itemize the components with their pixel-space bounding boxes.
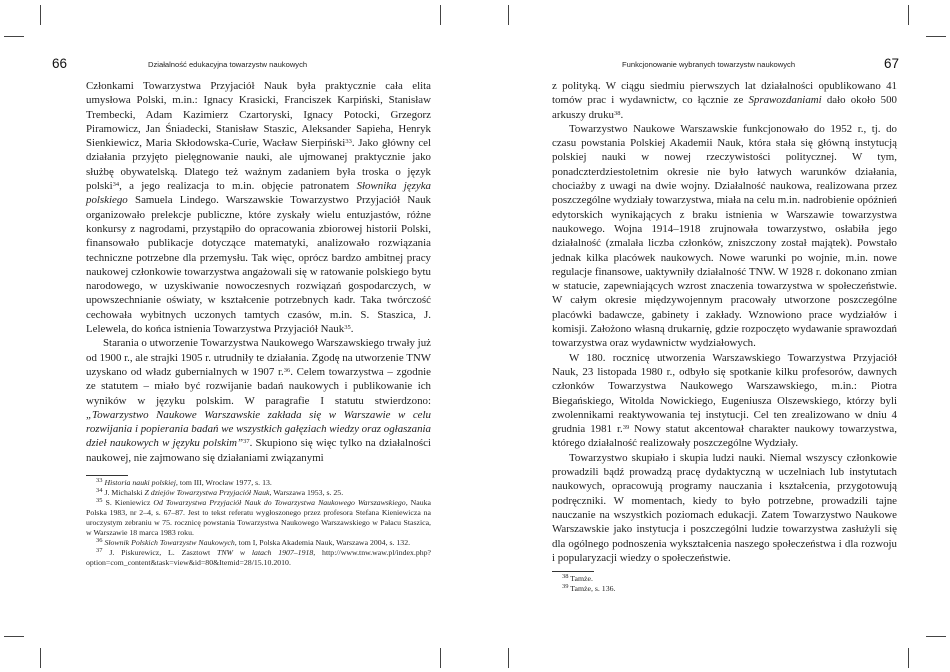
crop-mark (508, 648, 509, 668)
paragraph: Starania o utworzenie Towarzystwa Naukowego Warszawskiego trwały już od 1900 r., ale strajki 1905 r. utrudniły te działania. Zgodę na utworzenie TNW uzyskano od władz gubernialnych w 1907 r.$^{36}$. Celem towarzystwa – zgodnie ze statutem – miało być rozwijanie badań naukowych i publikowanie ich wyników w języku polskim. W paragrafie I statutu stwierdzono: „Towarzystwo Naukowe Warszawskie zakłada się w Warszawie w celu rozwijania i popierania badań we wszystkich gałęziach wiedzy oraz ogłaszania dzieł naukowych w języku polskim”$^{37}$. Skupiono się więc tylko na działalności naukowej, nie zajmowano się działaniami związanymi (86, 337, 431, 464)
footnotes (86, 478, 431, 568)
crop-mark (40, 648, 41, 668)
paragraph: Członkami Towarzystwa Przyjaciół Nauk była praktycznie cała elita umysłowa Polski, m.in.: Ignacy Krasicki, Franciszek Karpiński, Stanisław Trembecki, Adam Kazimierz Czartoryski, Ignacy Potocki, Grzegorz Piramowicz, Jan Śniadecki, Stanisław Staszic, Aleksander Sapieha, Henryk Sienkiewicz, Maria Skłodowska-Curie, Wacław Sierpiński$^{33}$. Jako główny cel działania przyjęto pielęgnowanie nauki, ale ujmowanej praktycznie jako służbę obywatelską. Dlatego też ważnym zadaniem była troska o język polski$^{34}$, a jego realizacja to m.in. objęcie patronatem Słownika języka polskiego Samuela Lindego. Warszawskie Towarzystwo Przyjaciół Nauk organizowało prelekcje publiczne, które zyskały wielu entuzjastów, różne konkursy z nagrodami, przystąpiło do opracowania zbiorowej historii Polski, finansowało publikacje dotyczące matematyki, analizowało rozwiązania techniczne potrzebne dla przemysłu. Tak więc, oprócz bardzo ambitnej pracy naukowej członkowie towarzystwa angażowali się w ratowanie polskiego bytu narodowego, w uzyskiwanie nowoczesnych rozwiązań gospodarczych, w upowszechnianie oświaty, w kształcenie potrzebnych kadr. Taka twórczość cechowała wybitnych uczonych tamtych czasów, m.in. S. Staszica, J. Lelewela, do końca istnienia Towarzystwa Przyjaciół Nauk$^{35}$. (86, 80, 432, 336)
crop-mark (440, 648, 441, 668)
page-number: 67 (884, 56, 900, 71)
crop-mark (908, 5, 909, 25)
crop-mark (440, 5, 441, 25)
running-head: Funkcjonowanie wybranych towarzystw naukowych (622, 60, 796, 69)
body-text (552, 79, 897, 565)
crop-mark (908, 648, 909, 668)
crop-mark (508, 5, 509, 25)
footnote: $^{37}$ J. Piskurewicz, L. Zasztowt TNW w latach 1907–1918, http://www.tnw.waw.pl/index.php?option=com_content&task=view&id=80&Itemid=28/15.10.2010. (86, 547, 431, 567)
paragraph: z polityką. W ciągu siedmiu pierwszych lat działalności opublikowano 41 tomów prac i wydawnictw, co łącznie ze Sprawozdaniami dało około 500 arkuszy druku$^{38}$. (552, 80, 898, 121)
crop-mark (926, 36, 946, 37)
crop-mark (4, 36, 24, 37)
footnote: $^{34}$ J. Michalski Z dziejów Towarzystwa Przyjaciół Nauk, Warszawa 1953, s. 25. (96, 487, 344, 497)
footnote: $^{38}$ Tamże. (562, 573, 593, 583)
page-number: 66 (52, 56, 68, 71)
footnote-rule (552, 571, 594, 572)
footnote: $^{33}$ Historia nauki polskiej, tom III, Wrocław 1977, s. 13. (96, 477, 272, 487)
footnote-rule (86, 475, 128, 476)
crop-mark (4, 636, 24, 637)
crop-mark (40, 5, 41, 25)
body-text (86, 79, 431, 465)
paragraph: Towarzystwo Naukowe Warszawskie funkcjonowało do 1952 r., tj. do czasu powstania Polskiej Akademii Nauk, która stała się główną instytucją polskiej nauki w nowej rzeczywistości politycznej. W tym, ponadczterdziestoletnim okresie nie było łatwych warunków działania, chociażby z uwagi na dwie wojny. Działalność naukowa, realizowana przez poszczególne wydziały towarzystwa, miała na celu m.in. nadrobienie opóźnień edytorskich wynikających z braku istnienia w Warszawie towarzystwa naukowego. Wojna 1914–1918 zrujnowała towarzystwo, osłabiła jego działalność (zmalała liczba członków, zniszczony został majątek). Powstało jednak kilka placówek naukowych. Nowe warunki po wojnie, m.in. nowe regulacje finansowe, uaktywniły działalność TNW. W 1928 r. dokonano zmian w statucie, zapewniających wzrost znaczenia towarzystwa w społeczeństwie. W całym okresie międzywojennym pracowały utworzone poszczególne placówki badawcze, gabinety i zakłady. Wznowiono prace wydziałów i komisji. Założono własną drukarnię, gdzie rozpoczęto wydawanie sprawozdań towarzystwa oraz wydawnictw wydziałowych. (552, 122, 897, 350)
crop-mark (926, 636, 946, 637)
paragraph: Towarzystwo skupiało i skupia ludzi nauki. Niemal wszyscy członkowie prowadzili bądź prowadzą pracę dydaktyczną w uczelniach lub instytutach naukowych, opracowują programy nauczania i kształcenia, przygotowują podręczniki. W momentach, kiedy to było potrzebne, prowadzili tajne nauczanie na wszystkich poziomach edukacji. Zatem Towarzystwo Naukowe Warszawskie jako instytucja i poszczególni ludzie towarzystwa zasłużyli się dla ogólnego podnoszenia wykształcenia naszego społeczeństwa i dla rozwoju i popularyzacji wiedzy o społeczeństwie. (552, 451, 897, 564)
footnotes (552, 574, 897, 594)
footnote: $^{36}$ Słownik Polskich Towarzystw Naukowych, tom I, Polska Akademia Nauk, Warszawa 2004, s. 132. (96, 537, 411, 547)
paragraph: W 180. rocznicę utworzenia Warszawskiego Towarzystwa Przyjaciół Nauk, 23 listopada 1980 r., odbyło się spotkanie kilku profesorów, dawnych członków Towarzystwa Naukowego Warszawskiego, m.in.: Piotra Biegańskiego, Witolda Nowickiego, Eugeniusza Olszewskiego, którzy byli zwolennikami reaktywowania tej instytucji. Cel ten zrealizowano w dniu 4 grudnia 1981 r.$^{39}$ Nowy statut akcentował charakter naukowy towarzystwa, którego działalność realizowały poszczególne Wydziały. (552, 351, 897, 450)
footnote: $^{35}$ S. Kieniewicz Od Towarzystwa Przyjaciół Nauk do Towarzystwa Naukowego Warszawskiego, Nauka Polska 1983, nr 2–4, s. 67–87. Jest to tekst referatu wygłoszonego przez profesora Stefana Kieniewicza na uroczystym zebraniu w 75. rocznicę powstania Towarzystwa Naukowego Warszawskiego w Pałacu Staszica, w Warszawie 18 marca 1983 roku. (86, 497, 432, 537)
footnote: $^{39}$ Tamże, s. 136. (562, 583, 616, 593)
running-head: Działalność edukacyjna towarzystw naukowych (148, 60, 308, 69)
